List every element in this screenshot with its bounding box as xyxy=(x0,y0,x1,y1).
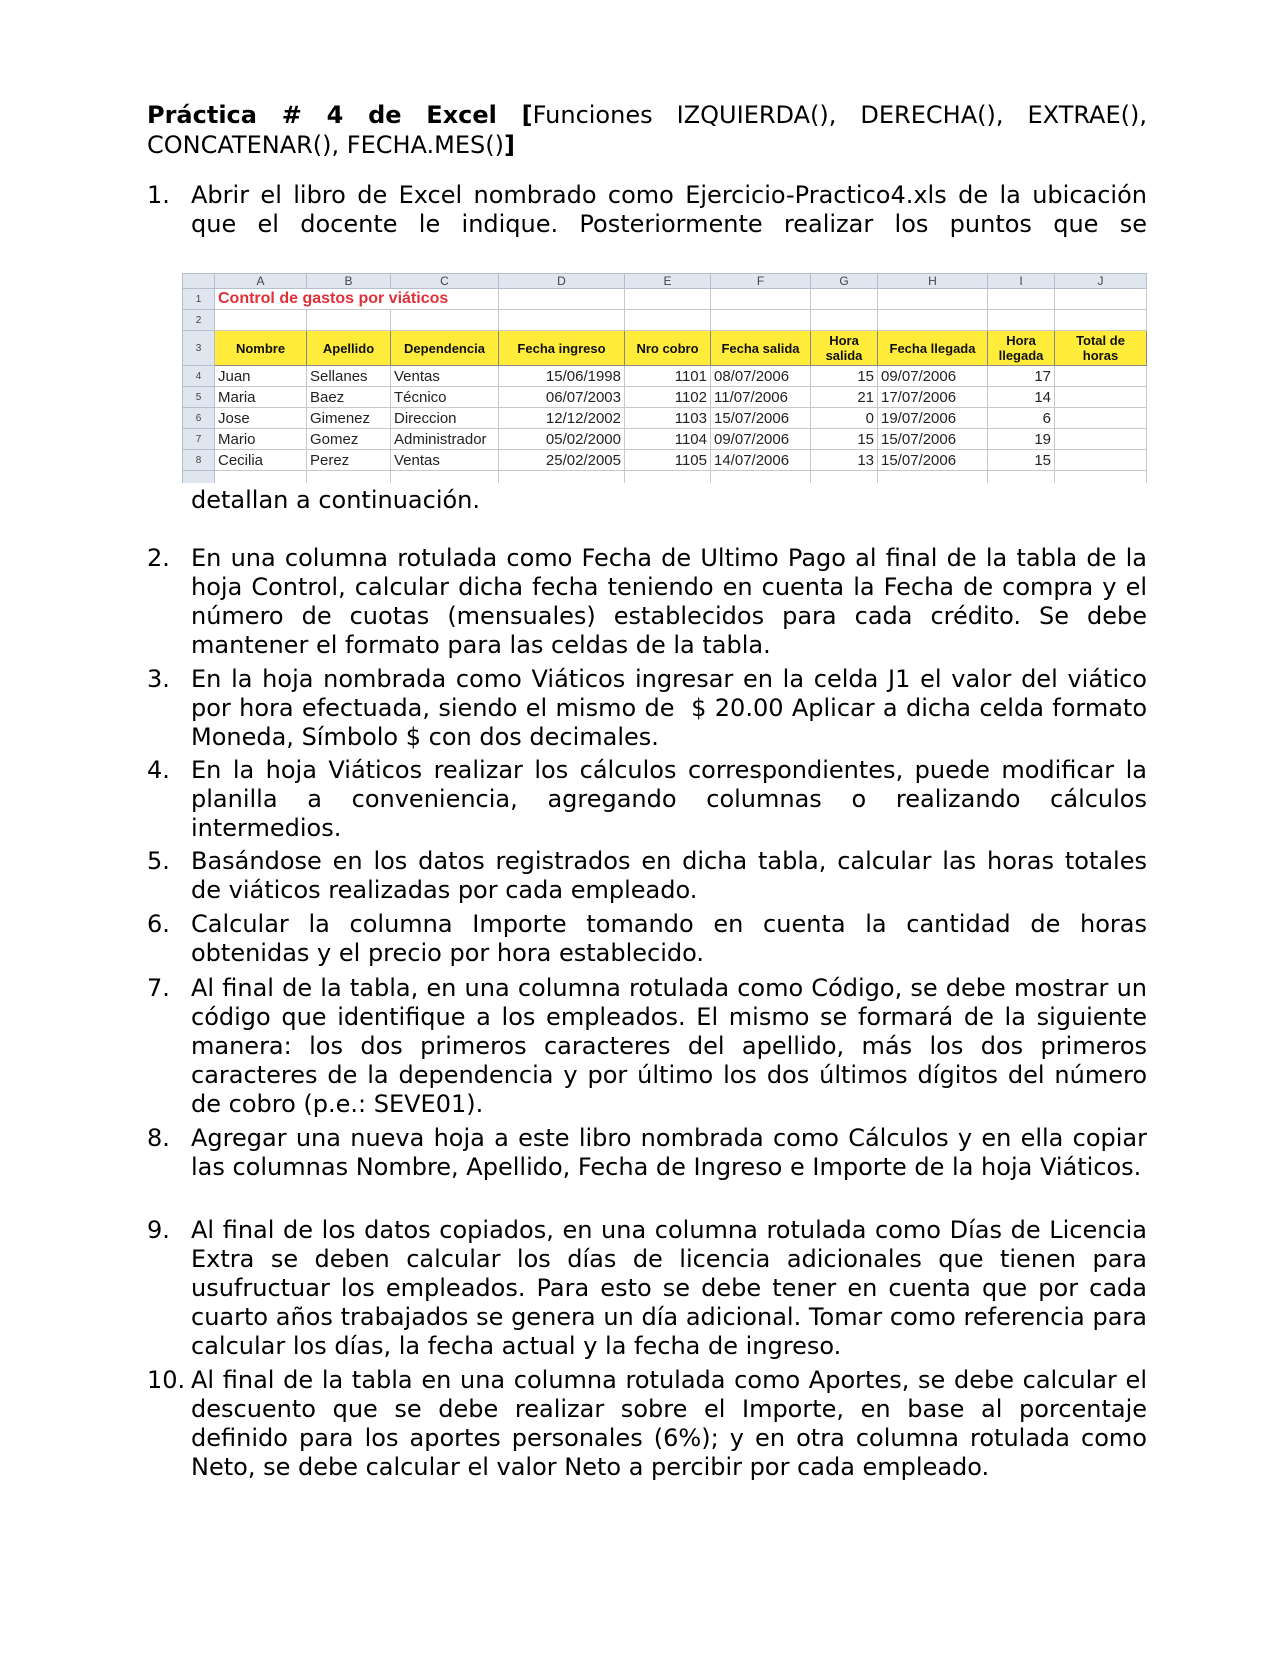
table-cell: 13 xyxy=(811,450,878,471)
list-item-number: 6. xyxy=(147,910,170,938)
column-letter: I xyxy=(988,274,1055,289)
table-cell: 19 xyxy=(988,429,1055,450)
table-cell: 15/07/2006 xyxy=(878,450,988,471)
table-row xyxy=(183,450,1147,471)
table-cell: 15 xyxy=(811,429,878,450)
table-cell: 17 xyxy=(988,366,1055,387)
title-functions: Funciones IZQUIERDA(), DERECHA(), EXTRAE(), CONCATENAR(), FECHA.MES() xyxy=(147,101,1147,159)
column-letter: A xyxy=(215,274,307,289)
list-item-text: Agregar una nueva hoja a este libro nombrada como Cálculos y en ella copiar las columnas Nombre, Apellido, Fecha de Ingreso e Importe de la hoja Viáticos. xyxy=(191,1124,1147,1181)
table-row xyxy=(183,429,1147,450)
table-cell: 09/07/2006 xyxy=(878,366,988,387)
list-item-number: 2. xyxy=(147,544,170,572)
table-cell: 0 xyxy=(811,408,878,429)
table-cell: 1103 xyxy=(625,408,711,429)
list-item-1-continued xyxy=(147,486,1147,515)
table-row xyxy=(183,387,1147,408)
title-bold-suffix: ] xyxy=(504,131,515,159)
header-cell: Dependencia xyxy=(391,331,499,366)
list-item-5 xyxy=(147,847,1147,905)
table-cell: Perez xyxy=(307,450,391,471)
table-cell: Gomez xyxy=(307,429,391,450)
list-item-9 xyxy=(147,1216,1147,1361)
table-cell: 15/06/1998 xyxy=(499,366,625,387)
table-cell: 14/07/2006 xyxy=(711,450,811,471)
list-item-text: En la hoja nombrada como Viáticos ingresar en la celda J1 el valor del viático por hora efectuada, siendo el mismo de $ 20.00 Aplicar a dicha celda formato Moneda, Símbolo $ con dos decimales. xyxy=(191,665,1155,751)
list-item-text: En la hoja Viáticos realizar los cálculos correspondientes, puede modificar la planilla a conveniencia, agregando columnas o realizando cálculos intermedios. xyxy=(191,756,1147,842)
table-cell: 15/07/2006 xyxy=(711,408,811,429)
table-cell: 05/02/2000 xyxy=(499,429,625,450)
list-item-number: 10. xyxy=(147,1366,186,1394)
table-cell: Técnico xyxy=(391,387,499,408)
title-bold-prefix: Práctica # 4 de Excel [ xyxy=(147,101,533,129)
table-cell: Sellanes xyxy=(307,366,391,387)
row-number: 5 xyxy=(183,387,215,408)
list-item-number: 1. xyxy=(147,181,170,209)
table-cell: 21 xyxy=(811,387,878,408)
table-cell: 15/07/2006 xyxy=(878,429,988,450)
table-cell: 11/07/2006 xyxy=(711,387,811,408)
list-item-text: detallan a continuación. xyxy=(191,486,481,514)
table-cell: 17/07/2006 xyxy=(878,387,988,408)
table-row xyxy=(183,366,1147,387)
sheet-header-row xyxy=(183,331,1147,366)
list-item-10 xyxy=(147,1366,1147,1482)
column-letter: H xyxy=(878,274,988,289)
practice-title xyxy=(147,100,1147,160)
column-letter: F xyxy=(711,274,811,289)
column-letter: J xyxy=(1055,274,1147,289)
table-cell xyxy=(1055,450,1147,471)
header-cell: Fecha salida xyxy=(711,331,811,366)
table-cell: Administrador xyxy=(391,429,499,450)
list-item-text: Al final de los datos copiados, en una columna rotulada como Días de Licencia Extra se deben calcular los días de licencia adicionales que tienen para usufructuar los empleados. Para esto se debe tener en cuenta que por cada cuarto años trabajados se genera un día adicional. Tomar como referencia para calcular los días, la fecha actual y la fecha de ingreso. xyxy=(191,1216,1147,1360)
spreadsheet-table xyxy=(182,273,1147,483)
table-cell: 6 xyxy=(988,408,1055,429)
table-cell: 14 xyxy=(988,387,1055,408)
header-cell: Apellido xyxy=(307,331,391,366)
header-cell: Total de horas xyxy=(1055,331,1147,366)
list-item-number: 7. xyxy=(147,974,170,1002)
header-cell: Fecha ingreso xyxy=(499,331,625,366)
table-cell xyxy=(1055,429,1147,450)
table-cell: 1102 xyxy=(625,387,711,408)
table-cell: 09/07/2006 xyxy=(711,429,811,450)
row-number: 6 xyxy=(183,408,215,429)
list-item-4 xyxy=(147,756,1147,843)
table-cell xyxy=(1055,387,1147,408)
header-cell: Nro cobro xyxy=(625,331,711,366)
header-cell: Nombre xyxy=(215,331,307,366)
header-cell: Hora salida xyxy=(811,331,878,366)
table-cell: Ventas xyxy=(391,366,499,387)
column-letter: E xyxy=(625,274,711,289)
table-cell: Jose xyxy=(215,408,307,429)
table-cell: 1104 xyxy=(625,429,711,450)
list-item-text: En una columna rotulada como Fecha de Ultimo Pago al final de la tabla de la hoja Control, calcular dicha fecha teniendo en cuenta la Fecha de compra y el número de cuotas (mensuales) establecidos para cada crédito. Se debe mantener el formato para las celdas de la tabla. xyxy=(191,544,1147,659)
table-cell: Mario xyxy=(215,429,307,450)
list-item-6 xyxy=(147,910,1147,968)
row-number: 1 xyxy=(183,289,215,310)
column-letter: B xyxy=(307,274,391,289)
table-cell: Cecilia xyxy=(215,450,307,471)
list-item-number: 3. xyxy=(147,665,170,693)
table-cell: 25/02/2005 xyxy=(499,450,625,471)
table-cell: Juan xyxy=(215,366,307,387)
table-cell: 08/07/2006 xyxy=(711,366,811,387)
row-number: 7 xyxy=(183,429,215,450)
table-cell: 12/12/2002 xyxy=(499,408,625,429)
table-cell: 15 xyxy=(988,450,1055,471)
table-cell: 1101 xyxy=(625,366,711,387)
list-item-text: Al final de la tabla, en una columna rotulada como Código, se debe mostrar un código que identifique a los empleados. El mismo se formará de la siguiente manera: los dos primeros caracteres del apellido, más los dos primeros caracteres de la dependencia y por último los dos últimos dígitos del número de cobro (p.e.: SEVE01). xyxy=(191,974,1147,1118)
list-item-7 xyxy=(147,974,1147,1119)
table-cell: Ventas xyxy=(391,450,499,471)
list-item-2 xyxy=(147,544,1147,660)
table-row xyxy=(183,408,1147,429)
table-cell: Gimenez xyxy=(307,408,391,429)
list-item-3 xyxy=(147,665,1155,752)
list-item-number: 4. xyxy=(147,756,170,784)
table-cell: 19/07/2006 xyxy=(878,408,988,429)
sheet-row-cut xyxy=(183,471,1147,484)
list-item-text: Calcular la columna Importe tomando en cuenta la cantidad de horas obtenidas y el precio por hora establecido. xyxy=(191,910,1147,967)
sheet-row-2 xyxy=(183,310,1147,331)
row-number: 3 xyxy=(183,331,215,366)
table-cell: 06/07/2003 xyxy=(499,387,625,408)
row-number: 2 xyxy=(183,310,215,331)
table-cell xyxy=(1055,408,1147,429)
table-cell: Maria xyxy=(215,387,307,408)
table-cell: 15 xyxy=(811,366,878,387)
sheet-row-1 xyxy=(183,289,1147,310)
list-item-8 xyxy=(147,1124,1147,1182)
header-cell: Hora llegada xyxy=(988,331,1055,366)
column-header-row xyxy=(183,274,1147,289)
list-item-number: 8. xyxy=(147,1124,170,1152)
list-item-number: 5. xyxy=(147,847,170,875)
spreadsheet-image xyxy=(182,273,1148,483)
table-cell xyxy=(1055,366,1147,387)
list-item-text: Abrir el libro de Excel nombrado como Ejercicio-Practico4.xls de la ubicación que el docente le indique. Posteriormente realizar los puntos que se xyxy=(191,181,1147,238)
list-item-number: 9. xyxy=(147,1216,170,1244)
column-letter: C xyxy=(391,274,499,289)
sheet-title: Control de gastos por viáticos xyxy=(215,289,499,310)
column-letter: G xyxy=(811,274,878,289)
list-item-text: Al final de la tabla en una columna rotulada como Aportes, se debe calcular el descuento que se debe realizar sobre el Importe, en base al porcentaje definido para los aportes personales (6%); y en otra columna rotulada como Neto, se debe calcular el valor Neto a percibir por cada empleado. xyxy=(191,1366,1147,1481)
row-number: 8 xyxy=(183,450,215,471)
list-item-text: Basándose en los datos registrados en dicha tabla, calcular las horas totales de viáticos realizadas por cada empleado. xyxy=(191,847,1147,904)
header-cell: Fecha llegada xyxy=(878,331,988,366)
list-item-1 xyxy=(147,181,1147,239)
table-cell: Baez xyxy=(307,387,391,408)
table-cell: 1105 xyxy=(625,450,711,471)
corner-cell xyxy=(183,274,215,289)
column-letter: D xyxy=(499,274,625,289)
row-number: 4 xyxy=(183,366,215,387)
table-cell: Direccion xyxy=(391,408,499,429)
